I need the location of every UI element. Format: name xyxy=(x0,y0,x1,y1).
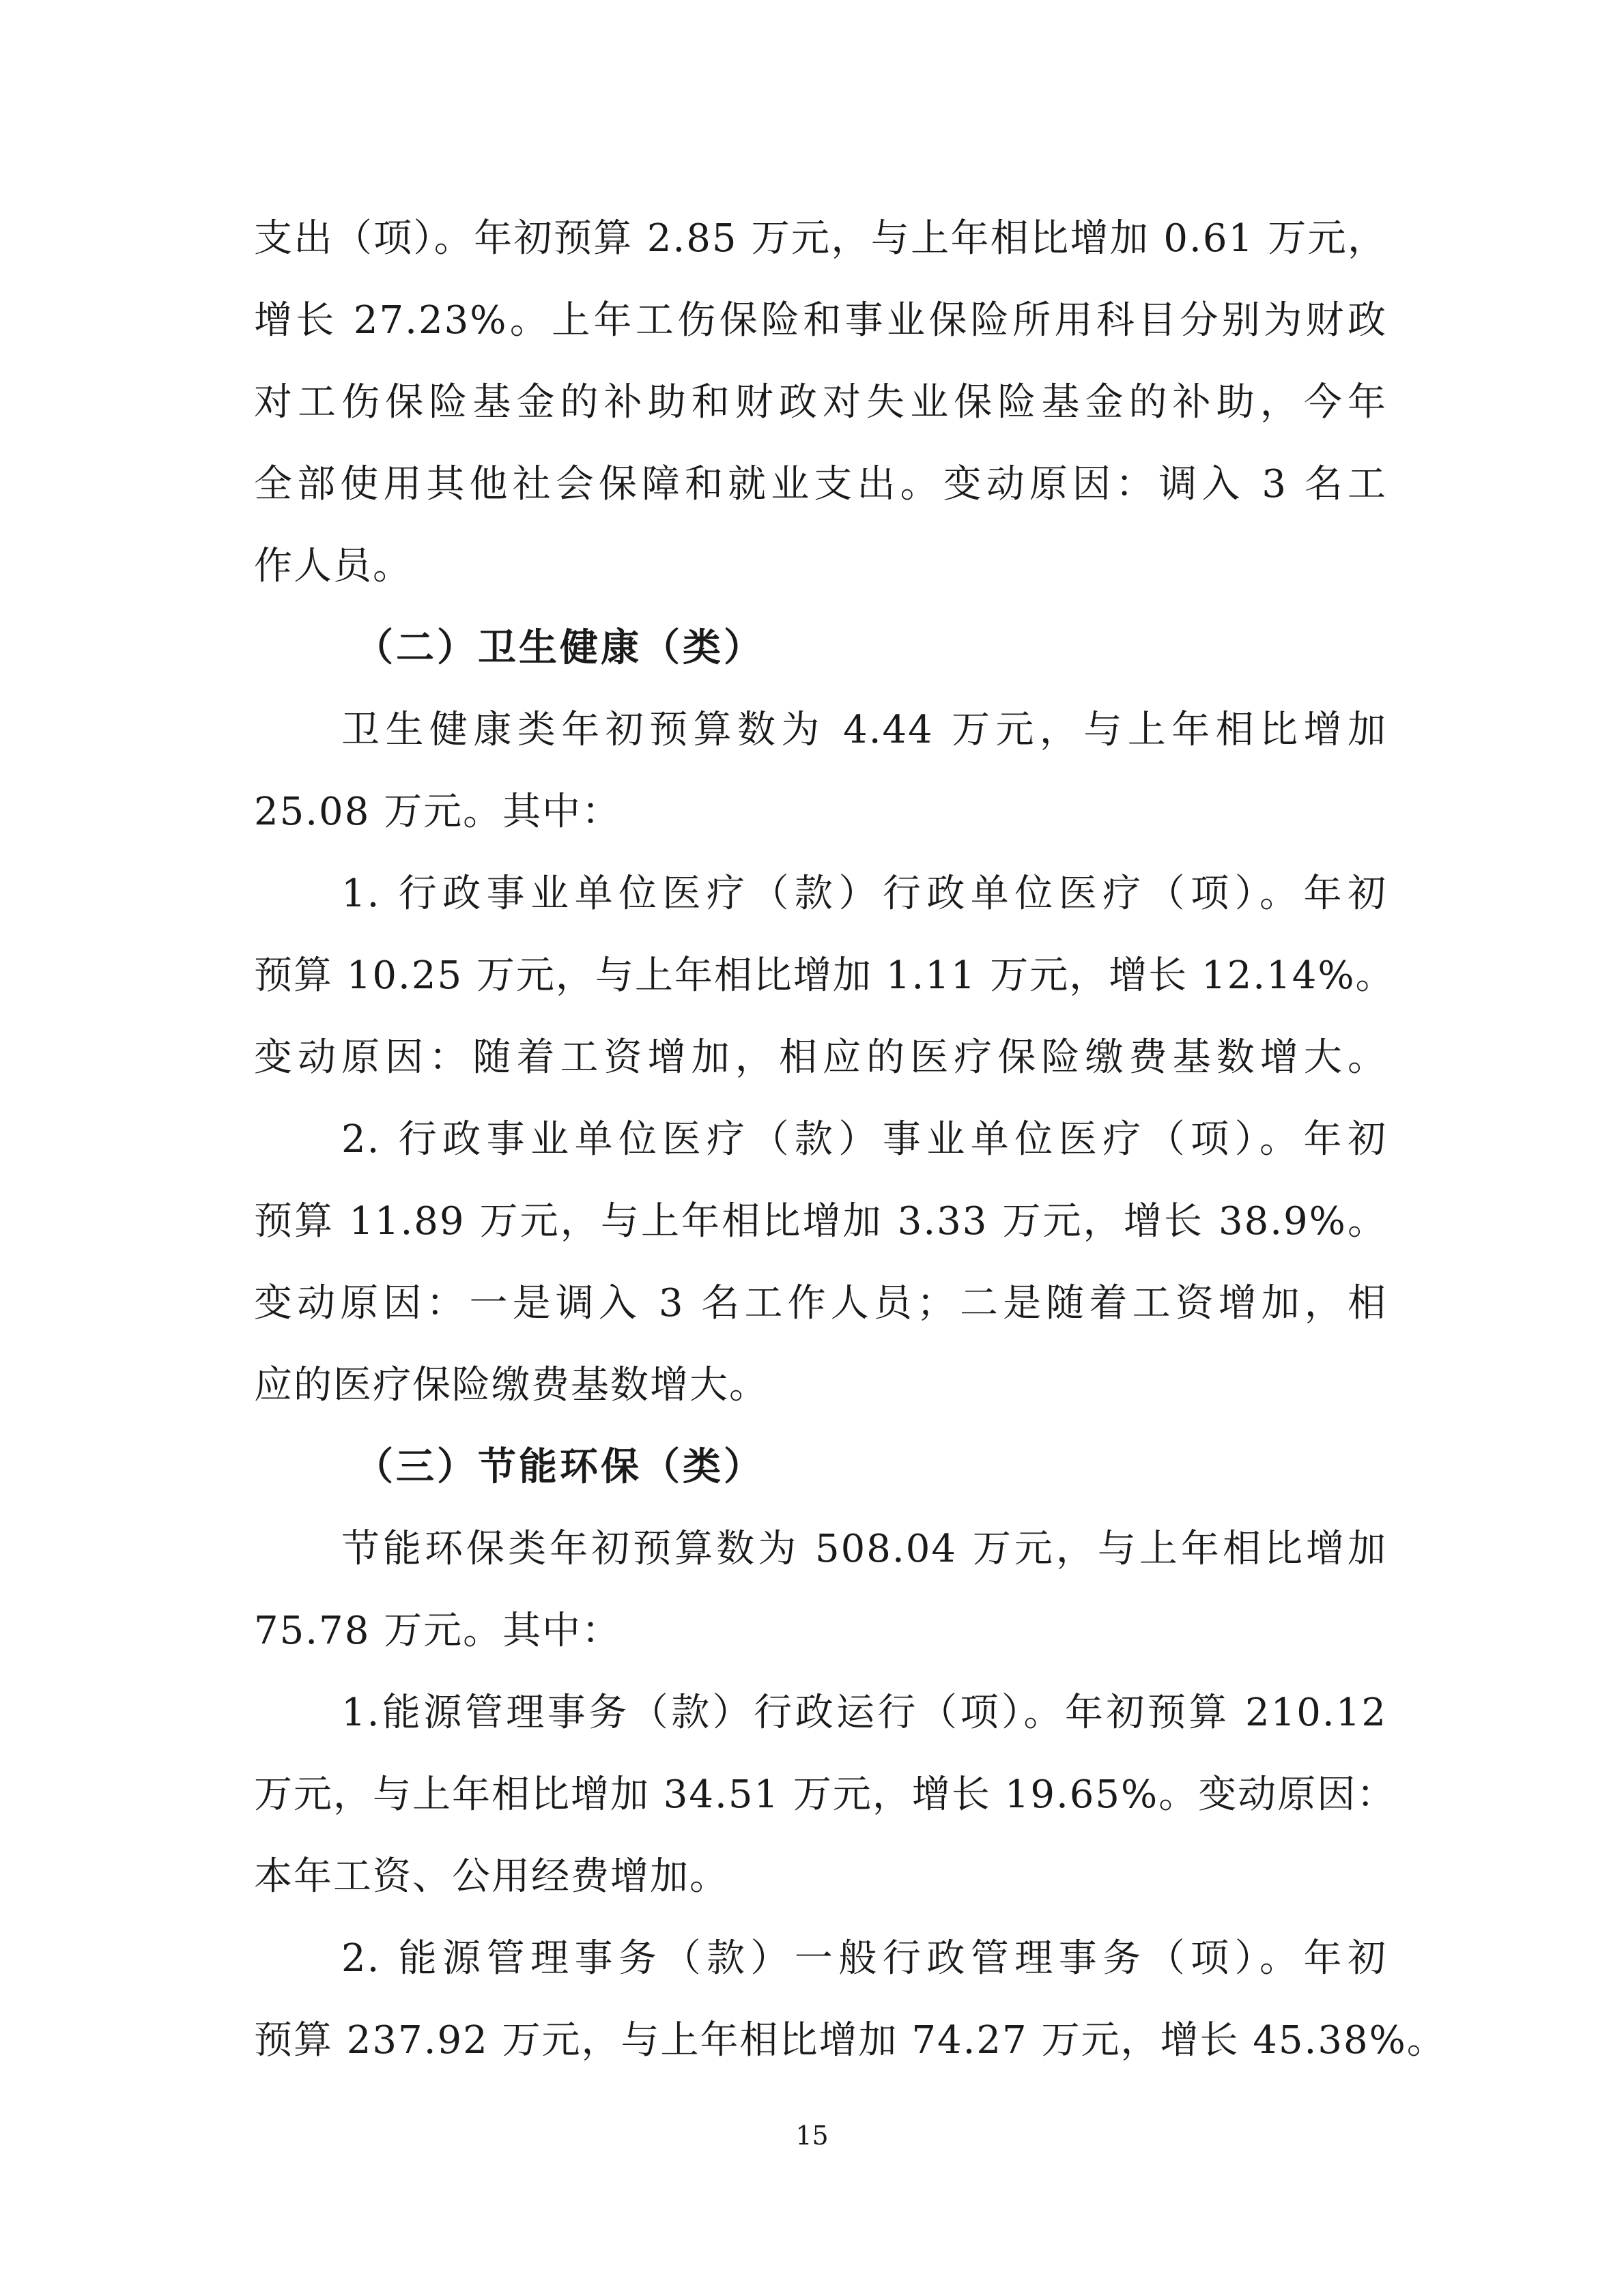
paragraph-line: 预算 237.92 万元，与上年相比增加 74.27 万元，增长 45.38%。 xyxy=(254,2018,1447,2063)
paragraph-line: 应的医疗保险缴费基数增大。 xyxy=(254,1363,769,1407)
paragraph-line: 1. 行政事业单位医疗（款）行政单位医疗（项）。年初 xyxy=(341,872,1387,916)
section-heading: （二）卫生健康（类） xyxy=(355,626,765,670)
paragraph-line: 增长 27.23%。上年工伤保险和事业保险所用科目分别为财政 xyxy=(254,298,1387,343)
paragraph-line: 25.08 万元。其中： xyxy=(254,790,622,834)
paragraph-line: 全部使用其他社会保障和就业支出。变动原因：调入 3 名工 xyxy=(254,462,1387,506)
paragraph-line: 卫生健康类年初预算数为 4.44 万元，与上年相比增加 xyxy=(341,708,1387,752)
paragraph-line: 本年工资、公用经费增加。 xyxy=(254,1854,729,1899)
paragraph-line: 变动原因：随着工资增加，相应的医疗保险缴费基数增大。 xyxy=(254,1035,1387,1080)
paragraph-line: 万元，与上年相比增加 34.51 万元，增长 19.65%。变动原因： xyxy=(254,1773,1397,1817)
paragraph-line: 支出（项）。年初预算 2.85 万元，与上年相比增加 0.61 万元， xyxy=(254,216,1387,261)
paragraph-line: 2. 能源管理事务（款）一般行政管理事务（项）。年初 xyxy=(341,1936,1387,1981)
paragraph-line: 变动原因：一是调入 3 名工作人员；二是随着工资增加，相 xyxy=(254,1281,1387,1325)
section-heading: （三）节能环保（类） xyxy=(355,1445,765,1489)
paragraph-line: 1.能源管理事务（款）行政运行（项）。年初预算 210.12 xyxy=(341,1691,1387,1735)
paragraph-line: 预算 10.25 万元，与上年相比增加 1.11 万元，增长 12.14%。 xyxy=(254,953,1395,998)
paragraph-line: 作人员。 xyxy=(254,544,412,588)
paragraph-line: 预算 11.89 万元，与上年相比增加 3.33 万元，增长 38.9%。 xyxy=(254,1199,1388,1244)
page-number: 15 xyxy=(795,2121,829,2151)
paragraph-line: 对工伤保险基金的补助和财政对失业保险基金的补助，今年 xyxy=(254,380,1387,425)
paragraph-line: 节能环保类年初预算数为 508.04 万元，与上年相比增加 xyxy=(341,1527,1387,1571)
paragraph-line: 2. 行政事业单位医疗（款）事业单位医疗（项）。年初 xyxy=(341,1117,1387,1162)
paragraph-line: 75.78 万元。其中： xyxy=(254,1609,622,1653)
